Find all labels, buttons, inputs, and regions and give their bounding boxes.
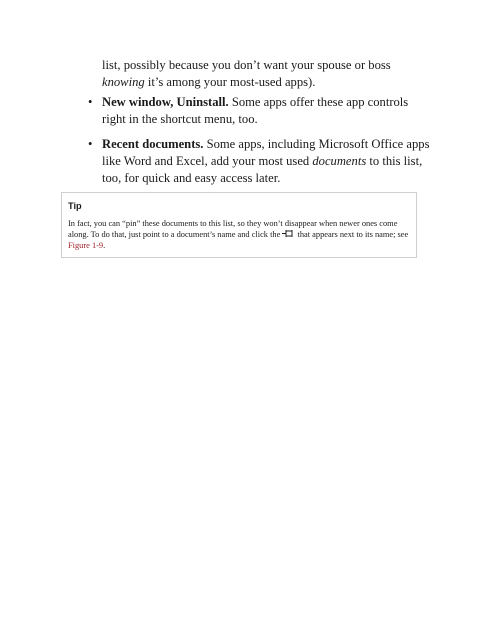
bullet-heading: New window, Uninstall.: [102, 95, 229, 109]
bullet-list: [84, 94, 434, 195]
intro-emphasis: knowing: [102, 75, 145, 89]
bullet-icon: •: [88, 137, 93, 151]
tip-text: [68, 218, 410, 251]
bullet-text: Some apps offer these app controls right in the shortcut menu, too.: [102, 95, 409, 126]
list-item: [84, 94, 434, 128]
list-item: [84, 136, 434, 187]
continued-paragraph: [102, 57, 432, 91]
tip-text-end: .: [103, 241, 106, 250]
bullet-heading: Recent documents.: [102, 137, 204, 151]
tip-text-start: In fact, you can “pin” these documents to this list, so they won’t disappear when newer ones come along. To do that, just point to a document’s name and click the: [68, 219, 398, 239]
tip-text-middle: that appears next to its name; see: [295, 230, 409, 239]
intro-text-end: it’s among your most-used apps).: [144, 75, 316, 89]
pin-icon: [282, 229, 295, 238]
tip-box: [61, 192, 417, 258]
intro-text: list, possibly because you don’t want your spouse or boss: [102, 58, 391, 72]
figure-link[interactable]: Figure 1-9: [68, 241, 104, 250]
bullet-emphasis: documents: [312, 154, 367, 168]
tip-title: Tip: [68, 201, 82, 211]
bullet-icon: •: [88, 95, 93, 109]
bullet-text-end: to this list, too, for quick and easy access later.: [102, 154, 423, 185]
bullet-text: Some apps, including Microsoft Office apps like Word and Excel, add your most used: [102, 137, 430, 168]
